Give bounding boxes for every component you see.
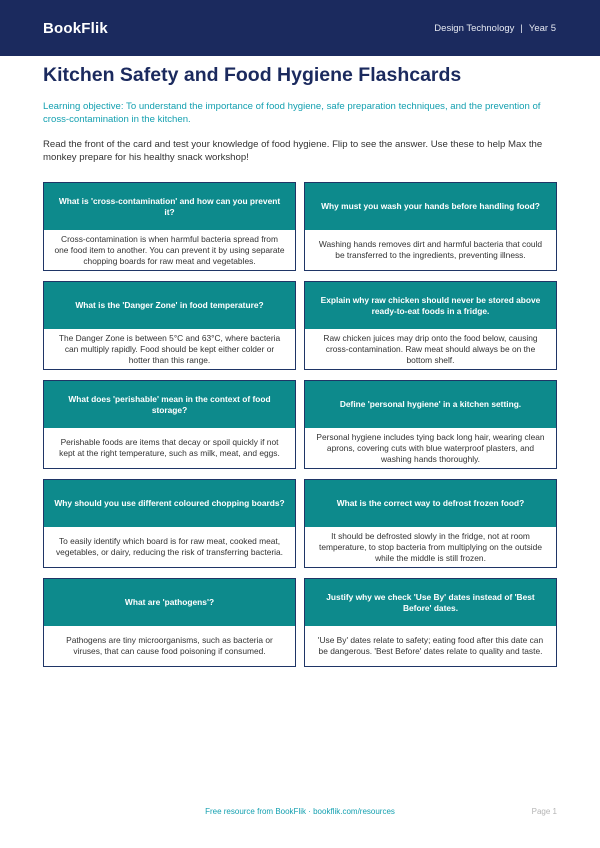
- flashcard[interactable]: [304, 578, 557, 667]
- flashcard-answer: It should be defrosted slowly in the fridge, not at room temperature, to stop bacteria from multiplying on the outside while the middle is still frozen.: [319, 530, 542, 563]
- flashcard-answer: Washing hands removes dirt and harmful bacteria that could be transferred to the ingredients, preventing illness.: [318, 239, 543, 260]
- flashcard-question: Why must you wash your hands before handling food?: [305, 183, 556, 230]
- flashcard[interactable]: [304, 380, 557, 469]
- flashcard-question: What does 'perishable' mean in the context of food storage?: [44, 381, 295, 428]
- flashcard-question: Explain why raw chicken should never be stored above ready-to-eat foods in a fridge.: [305, 282, 556, 329]
- learning-objective: Learning objective: To understand the importance of food hygiene, safe preparation techniques, and the prevention of cross-contamination in the kitchen.: [43, 101, 541, 125]
- flashcard[interactable]: [43, 380, 296, 469]
- flashcard-answer: Personal hygiene includes tying back long hair, wearing clean aprons, covering cuts with blue waterproof plasters, and washing hands thoroughly.: [316, 431, 545, 464]
- flashcard-question: Define 'personal hygiene' in a kitchen setting.: [305, 381, 556, 428]
- meta-separator: |: [520, 22, 523, 34]
- flashcard[interactable]: [43, 182, 296, 271]
- flashcard-question: What is 'cross-contamination' and how can you prevent it?: [44, 183, 295, 230]
- flashcard-answer: Cross-contamination is when harmful bacteria spread from one food item to another. You can prevent it by using separate chopping boards for raw meat and vegetables.: [54, 233, 285, 266]
- flashcard-question: Justify why we check 'Use By' dates instead of 'Best Before' dates.: [305, 579, 556, 626]
- page-title: Kitchen Safety and Food Hygiene Flashcards: [43, 64, 462, 86]
- flashcard-answer: Pathogens are tiny microorganisms, such as bacteria or viruses, that can cause food poisoning if consumed.: [66, 635, 273, 656]
- subject-label: Design Technology: [434, 22, 515, 34]
- flashcard-answer: Perishable foods are items that decay or spoil quickly if not kept at the right temperature, such as milk, meat, and eggs.: [59, 437, 280, 458]
- flashcard-question: What are 'pathogens'?: [44, 579, 295, 626]
- flashcard[interactable]: [43, 479, 296, 568]
- flashcard[interactable]: [304, 182, 557, 271]
- flashcard-answer: Raw chicken juices may drip onto the food below, causing cross-contamination. Raw meat should always be on the bottom shelf.: [323, 332, 538, 365]
- flashcard[interactable]: [304, 479, 557, 568]
- flashcard-question: Why should you use different coloured chopping boards?: [44, 480, 295, 527]
- flashcard-question: What is the correct way to defrost frozen food?: [305, 480, 556, 527]
- flashcard[interactable]: [43, 281, 296, 370]
- top-bar: [0, 0, 600, 56]
- flashcard-grid: [43, 182, 557, 667]
- flashcard[interactable]: [304, 281, 557, 370]
- flashcard-answer: 'Use By' dates relate to safety; eating food after this date can be dangerous. 'Best Before' dates relate to quality and taste.: [317, 635, 544, 656]
- flashcard[interactable]: [43, 578, 296, 667]
- flashcard-question: What is the 'Danger Zone' in food temperature?: [44, 282, 295, 329]
- header-meta: [434, 23, 556, 34]
- brand-logo[interactable]: BookFlik: [43, 19, 108, 37]
- footer-credit[interactable]: Free resource from BookFlik · bookflik.com/resources: [205, 807, 395, 816]
- intro-text: Read the front of the card and test your knowledge of food hygiene. Flip to see the answer. Use these to help Max the monkey prepare for his healthy snack workshop!: [43, 139, 543, 163]
- flashcard-answer: To easily identify which board is for raw meat, cooked meat, vegetables, or dairy, reducing the risk of transferring bacteria.: [55, 536, 283, 557]
- year-label: Year 5: [528, 22, 556, 34]
- flashcard-answer: The Danger Zone is between 5°C and 63°C, where bacteria can multiply rapidly. Food should be kept either colder or hotter than this range.: [58, 332, 281, 365]
- page-number: Page 1: [531, 807, 557, 816]
